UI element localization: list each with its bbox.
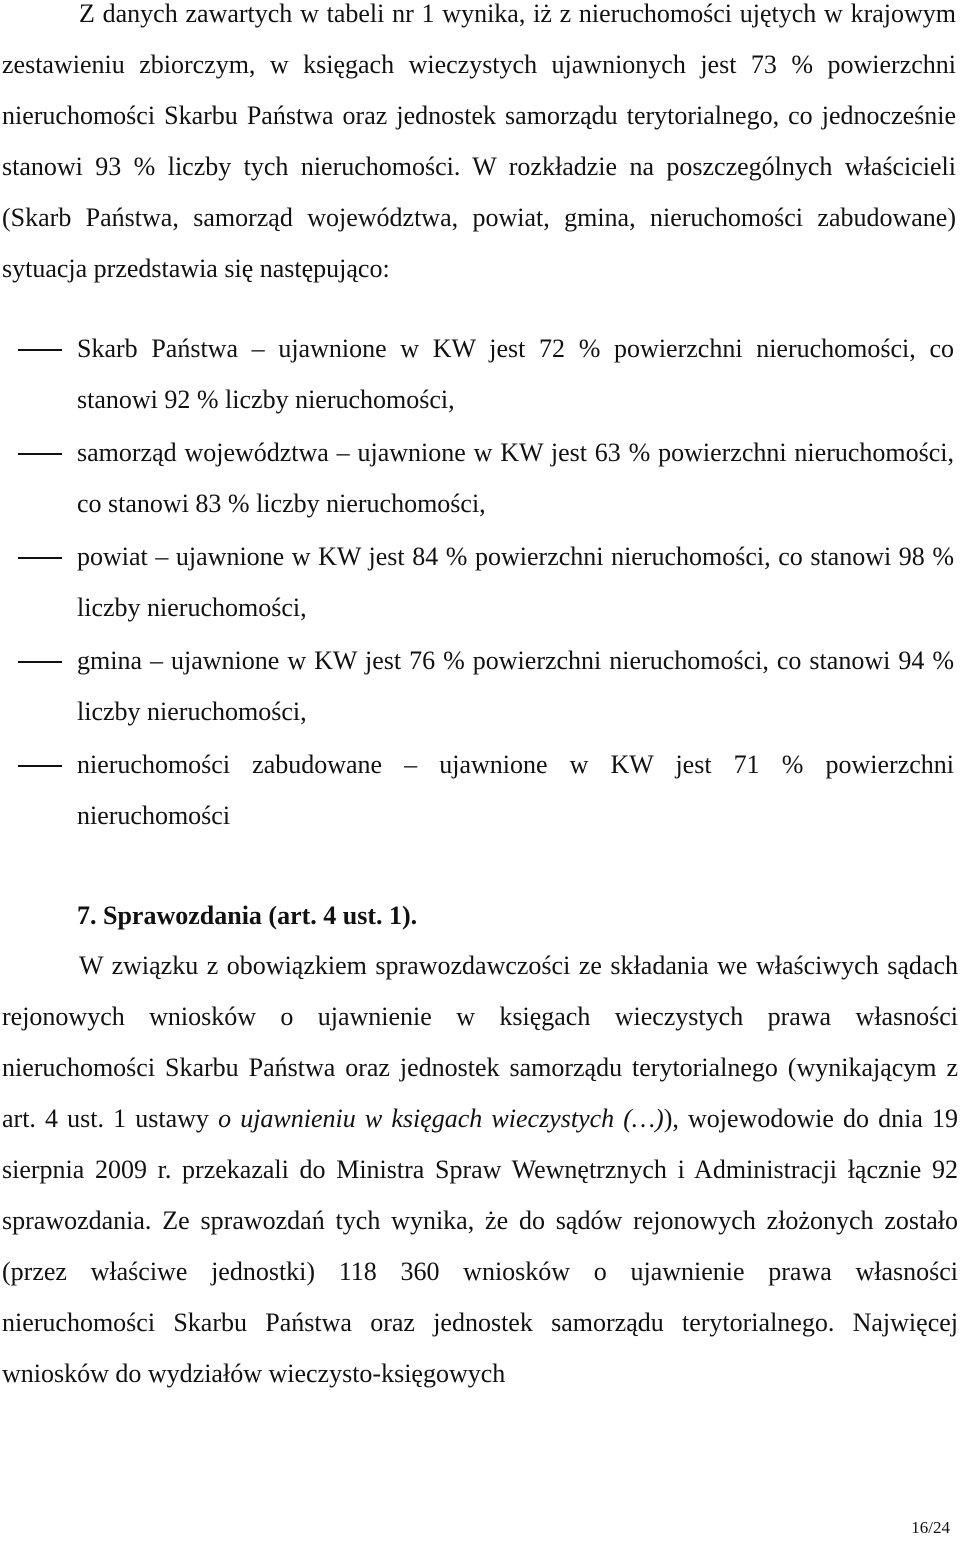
section-heading: 7. Sprawozdania (art. 4 ust. 1). (77, 901, 418, 930)
page-number: 16/24 (911, 1518, 950, 1537)
list-item-text: Skarb Państwa – ujawnione w KW jest 72 % powierzchni nieruchomości, co stanowi 92 % liczby nieruchomości, (77, 334, 954, 414)
paragraph-reports (0, 940, 960, 1399)
list-item (0, 531, 956, 633)
list-item (0, 739, 956, 841)
paragraph-summary: Z danych zawartych w tabeli nr 1 wynika, iż z nieruchomości ujętych w krajowym zestawieniu zbiorczym, w księgach wieczystych ujawnionych jest 73 % powierzchni nieruchomości Skarbu Państwa oraz jednostek samorządu terytorialnego, co jednocześnie stanowi 93 % liczby tych nieruchomości. W rozkładzie na poszczególnych właścicieli (Skarb Państwa, samorząd województwa, powiat, gmina, nieruchomości zabudowane) sytuacja przedstawia się następująco: (2, 0, 956, 283)
list-item (0, 635, 956, 737)
act-title-italic: o ujawnieniu w księgach wieczystych (…) (218, 1104, 664, 1133)
list-item-text: gmina – ujawnione w KW jest 76 % powierzchni nieruchomości, co stanowi 94 % liczby nieruchomości, (77, 646, 954, 726)
paragraph-text-part2: ), wojewodowie do dnia 19 sierpnia 2009 r. przekazali do Ministra Spraw Wewnętrznych i Administracji łącznie 92 sprawozdania. Ze sprawozdań tych wynika, że do sądów rejonowych złożonych zostało (przez właściwe jednostki) 118 360 wniosków o ujawnienie prawa własności nieruchomości Skarbu Państwa oraz jednostek samorządu terytorialnego. Najwięcej wniosków do wydziałów wieczysto-księgowych (2, 1104, 959, 1388)
ownership-list (0, 323, 956, 843)
list-item (0, 427, 956, 529)
list-item (0, 323, 956, 425)
list-item-text: nieruchomości zabudowane – ujawnione w KW jest 71 % powierzchni nieruchomości (77, 750, 954, 830)
paragraph-text-part1: W związku z obowiązkiem sprawozdawczości ze składania we właściwych sądach rejonowych wniosków o ujawnienie w księgach wieczystych prawa własności nieruchomości Skarbu Państwa oraz jednostek samorządu terytorialnego (wynikającym z art. 4 ust. 1 ustawy (2, 951, 958, 1133)
list-item-text: powiat – ujawnione w KW jest 84 % powierzchni nieruchomości, co stanowi 98 % liczby nieruchomości, (77, 542, 954, 622)
list-item-text: samorząd województwa – ujawnione w KW jest 63 % powierzchni nieruchomości, co stanowi 83 % liczby nieruchomości, (77, 438, 954, 518)
